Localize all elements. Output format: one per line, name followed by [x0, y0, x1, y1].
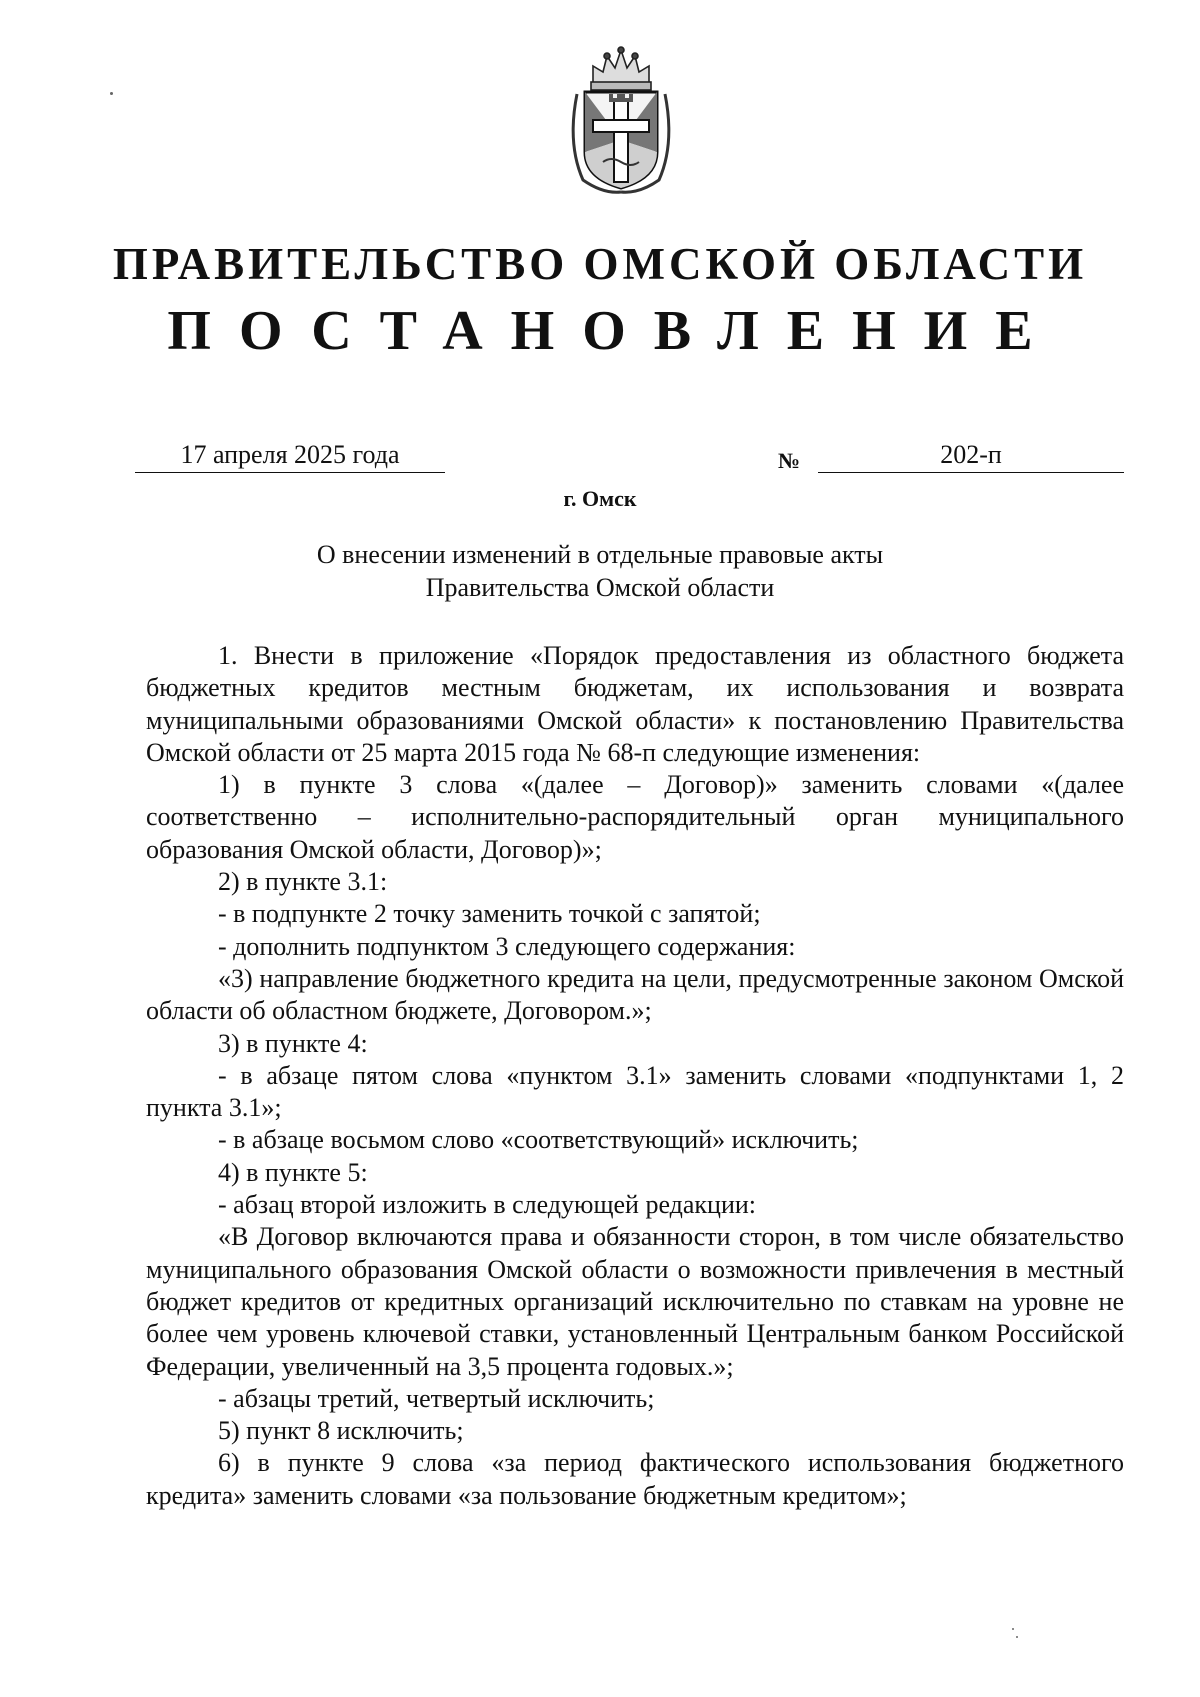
- document-date: 17 апреля 2025 года: [135, 438, 445, 473]
- scan-speck: [110, 92, 113, 95]
- subject-line-2: Правительства Омской области: [425, 573, 775, 602]
- government-title: ПРАВИТЕЛЬСТВО ОМСКОЙ ОБЛАСТИ: [112, 239, 1088, 289]
- paragraph: - в абзаце пятом слова «пунктом 3.1» заменить словами «подпунктами 1, 2 пункта 3.1»;: [146, 1060, 1124, 1123]
- paragraph: «В Договор включаются права и обязанности сторон, в том числе обязательство муниципального образования Омской области о возможности привлечения в местный бюджет кредитов от кредитных организаций исключительно по ставкам на уровне не более чем уровень ключевой ставки, установленный Центральным банком Российской Федерации, увеличенный на 3,5 процента годовых.»;: [146, 1222, 1124, 1381]
- subject-line-1: О внесении изменений в отдельные правовые акты: [316, 540, 884, 569]
- document-type-title: ПОСТАНОВЛЕНИЕ: [167, 300, 1061, 362]
- document-number: 202-п: [818, 438, 1124, 473]
- scan-speck: [1016, 1636, 1018, 1638]
- paragraph: - в подпункте 2 точку заменить точкой с запятой;: [218, 899, 761, 929]
- document-city: г. Омск: [563, 486, 637, 511]
- paragraph: 4) в пункте 5:: [218, 1157, 368, 1187]
- paragraph: 1. Внести в приложение «Порядок предоставления из областного бюджета бюджетных кредитов местным бюджетам, их использования и возврата муниципальными образованиями Омской области» к постановлению Правительства Омской области от 25 марта 2015 года № 68-п следующие изменения:: [146, 641, 1124, 767]
- paragraph: - дополнить подпунктом 3 следующего содержания:: [218, 931, 796, 961]
- scan-speck: [1012, 1628, 1014, 1630]
- paragraph: 1) в пункте 3 слова «(далее – Договор)» заменить словами «(далее соответственно – исполнительно-распорядительный орган муниципального образования Омской области, Договор)»;: [146, 770, 1124, 864]
- paragraph: 5) пункт 8 исключить;: [218, 1416, 464, 1446]
- paragraph: 3) в пункте 4:: [218, 1028, 368, 1058]
- paragraph: «3) направление бюджетного кредита на цели, предусмотренные законом Омской области об областном бюджете, Договором.»;: [146, 963, 1124, 1026]
- number-sign: №: [778, 448, 801, 473]
- paragraph: 6) в пункте 9 слова «за период фактического использования бюджетного кредита» заменить словами «за пользование бюджетным кредитом»;: [146, 1448, 1124, 1510]
- paragraph: - абзац второй изложить в следующей редакции:: [218, 1190, 757, 1220]
- paragraph: - абзацы третий, четвертый исключить;: [218, 1383, 655, 1413]
- omsk-coat-of-arms-icon: [563, 44, 679, 196]
- paragraph: 2) в пункте 3.1:: [218, 867, 388, 897]
- paragraph: - в абзаце восьмом слово «соответствующий» исключить;: [218, 1125, 859, 1155]
- document-subject: [0, 538, 1200, 604]
- document-body: [146, 640, 1124, 1512]
